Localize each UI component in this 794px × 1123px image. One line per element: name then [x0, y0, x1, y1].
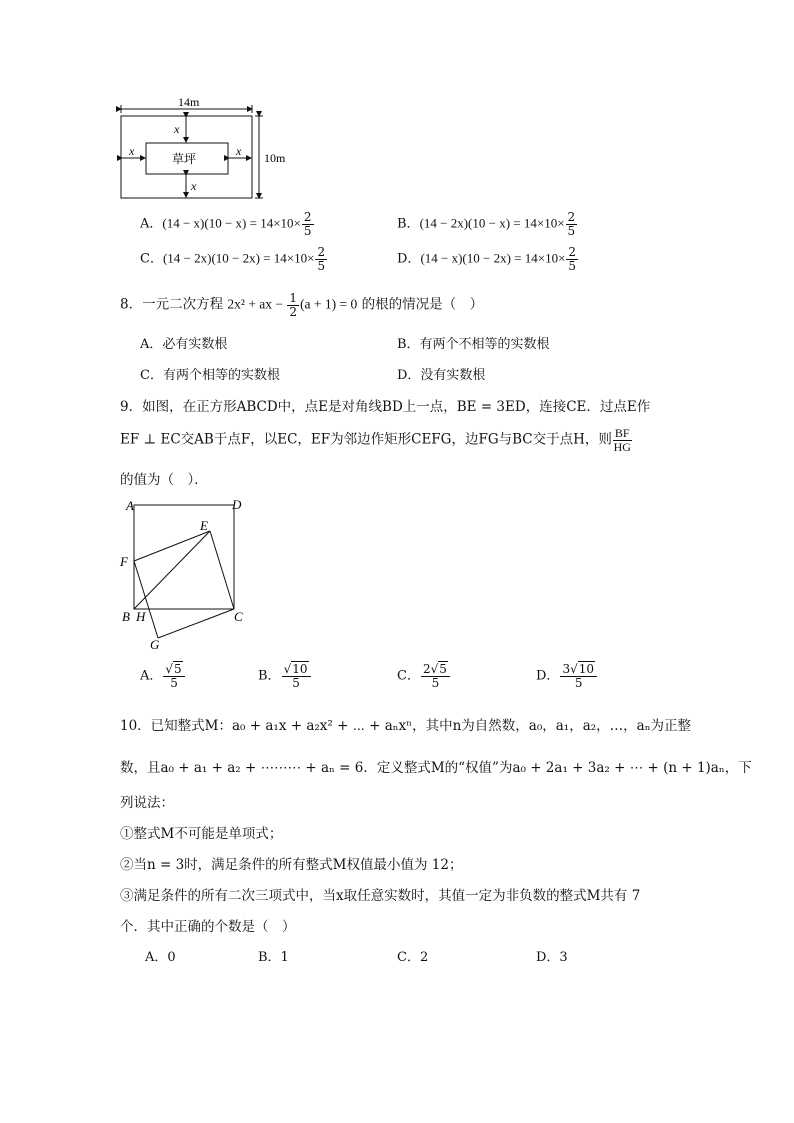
point-h: H	[136, 609, 146, 624]
point-b: B	[122, 609, 130, 624]
x-label-left: x	[129, 144, 135, 158]
point-d: D	[232, 497, 242, 512]
q9-line-2: EF ⊥ EC交AB于点F，以EC，EF为邻边作矩形CEFG，边FG与BC交于点H，则 $\frac{BF}{HG}$	[120, 426, 631, 454]
q10-statement-1: ①整式M不可能是单项式；	[120, 826, 283, 842]
q10-option-d[interactable]: D．3	[536, 950, 568, 965]
height-label: 10m	[264, 151, 286, 165]
lawn-label: 草坪	[172, 152, 197, 166]
q10-statement-2: ②当n = 3时，满足条件的所有整式M权值最小值为 12；	[120, 857, 463, 873]
q10-option-b[interactable]: B．1	[258, 950, 289, 965]
x-label-top: x	[174, 122, 180, 136]
q10-statement-3: ③满足条件的所有二次三项式中，当x取任意实数时，其值一定为非负数的整式M共有 7	[120, 888, 641, 904]
q10-option-c[interactable]: C．2	[397, 950, 429, 965]
q10-option-a[interactable]: A．0	[145, 950, 176, 965]
q7-option-a[interactable]: A．(14 − x)(10 − x) = 14×10× $\frac{2}{5}$	[140, 210, 312, 238]
q8-option-b[interactable]: B．有两个不相等的实数根	[397, 337, 550, 352]
q10-line-3: 列说法：	[120, 795, 174, 811]
width-label: 14m	[178, 95, 200, 109]
x-label-right: x	[236, 144, 242, 158]
point-e: E	[200, 518, 208, 533]
q9-line-3: 的值为（ ）．	[120, 472, 208, 488]
lawn-figure	[112, 95, 302, 205]
q8-stem: 8．一元二次方程 2x² + ax − $\frac{1}{2}$ (a + 1) = 0 的根的情况是（ ）	[120, 291, 484, 319]
point-g: G	[150, 637, 160, 652]
point-f: F	[120, 554, 128, 569]
q8-option-a[interactable]: A．必有实数根	[140, 337, 228, 352]
q8-option-d[interactable]: D．没有实数根	[397, 368, 486, 383]
q8-option-c[interactable]: C．有两个相等的实数根	[140, 368, 280, 383]
q7-option-c[interactable]: C．(14 − 2x)(10 − 2x) = 14×10× $\frac{2}{5}$	[140, 245, 326, 273]
q9-line-1: 9．如图，在正方形ABCD中，点E是对角线BD上一点，BE = 3ED，连接CE．过点E作	[120, 399, 651, 415]
point-c: C	[234, 609, 243, 624]
q7-option-d[interactable]: D．(14 − x)(10 − 2x) = 14×10× $\frac{2}{5}$	[397, 245, 577, 273]
x-label-bottom: x	[191, 179, 197, 193]
q9-option-d[interactable]: D． $\frac{3√10}{5}$	[536, 663, 598, 689]
point-a: A	[126, 498, 134, 513]
q10-line-7: 个．其中正确的个数是（ ）	[120, 919, 296, 935]
q9-option-a[interactable]: A． $\frac{√5}{5}$	[140, 663, 186, 689]
q10-line-1: 10．已知整式M：a₀ + a₁x + a₂x² + ⋯ + aₙxⁿ，其中n为自然数，a₀，a₁，a₂，…，aₙ为正整	[120, 718, 692, 734]
q9-option-c[interactable]: C． $\frac{2√5}{5}$	[397, 663, 451, 689]
q7-option-b[interactable]: B．(14 − 2x)(10 − x) = 14×10× $\frac{2}{5}$	[397, 210, 576, 238]
square-figure	[114, 495, 254, 655]
q9-option-b[interactable]: B． $\frac{√10}{5}$	[258, 663, 312, 689]
q10-line-2: 数，且a₀ + a₁ + a₂ + ⋯⋯⋯ + aₙ = 6．定义整式M的“权值”为a₀ + 2a₁ + 3a₂ + ⋯ + (n + 1)aₙ，下	[120, 760, 752, 776]
